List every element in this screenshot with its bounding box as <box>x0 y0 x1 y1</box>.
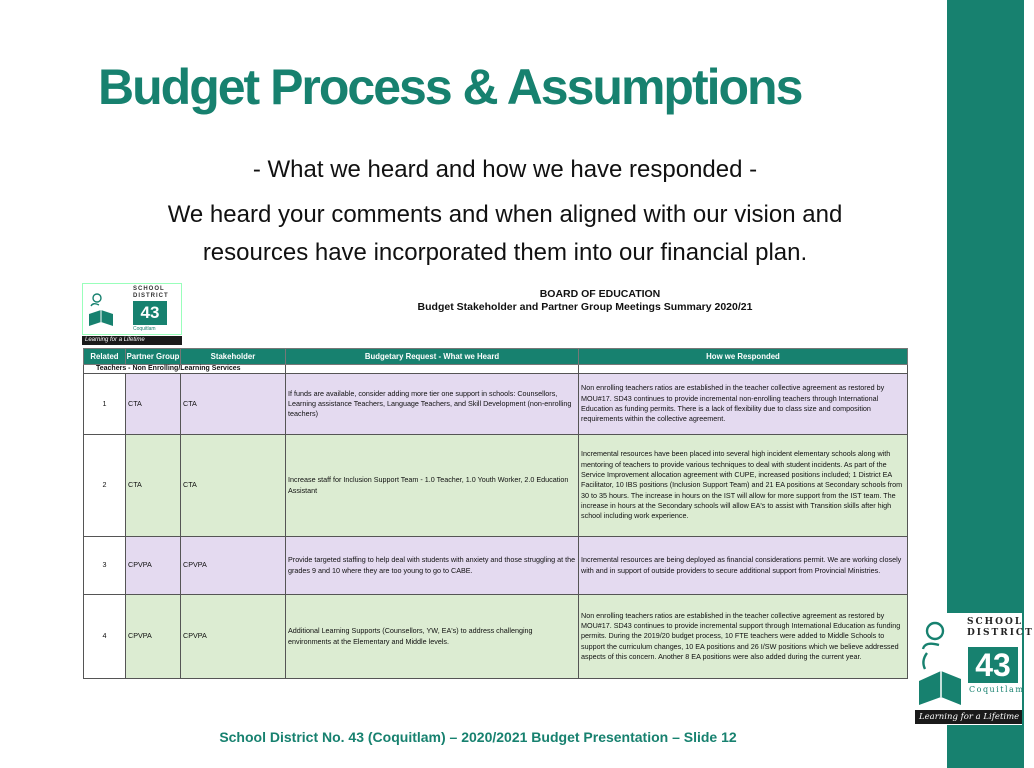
document-subheading: Budget Stakeholder and Partner Group Meetings Summary 2020/21 <box>417 301 753 313</box>
col-header-response: How we Responded <box>579 349 908 365</box>
logo-tagline: Learning for a Lifetime <box>82 336 182 345</box>
stakeholder-summary-table <box>83 348 908 679</box>
row-number: 2 <box>84 435 126 537</box>
row-request: Additional Learning Supports (Counsellors, YW, EA's) to address challenging environments at the Elementary and Middle levels. <box>286 595 579 679</box>
slide-title: Budget Process & Assumptions <box>98 59 802 115</box>
row-stakeholder: CTA <box>181 435 286 537</box>
row-number: 4 <box>84 595 126 679</box>
col-header-request: Budgetary Request - What we Heard <box>286 349 579 365</box>
district-logo <box>913 613 1034 725</box>
section-label: Teachers - Non Enrolling/Learning Services <box>84 365 286 374</box>
open-book-person-icon <box>917 619 963 707</box>
row-partner: CTA <box>126 435 181 537</box>
row-response: Non enrolling teachers ratios are established in the teacher collective agreement as restored by MOU#17. SD43 continues to provide incremental non-enrolling teachers through International Education as funding permits. There is a lack of flexibility due to class size and composition requirements within the collective agreement. <box>579 374 908 435</box>
table-row <box>84 537 908 595</box>
logo-words: SCHOOL DISTRICT <box>967 617 1034 638</box>
row-number: 1 <box>84 374 126 435</box>
row-partner: CTA <box>126 374 181 435</box>
row-request: Increase staff for Inclusion Support Team - 1.0 Teacher, 1.0 Youth Worker, 2.0 Education Assistant <box>286 435 579 537</box>
slide-body-line-1: We heard your comments and when aligned with our vision and <box>167 201 843 228</box>
document-heading: BOARD OF EDUCATION <box>539 288 661 300</box>
table-row <box>84 374 908 435</box>
document-district-logo <box>82 283 182 345</box>
col-header-stakeholder: Stakeholder <box>181 349 286 365</box>
slide-footer: School District No. 43 (Coquitlam) – 2020/2021 Budget Presentation – Slide 12 <box>219 729 737 745</box>
logo-tagline: Learning for a Lifetime <box>915 710 1022 724</box>
row-partner: CPVPA <box>126 537 181 595</box>
slide-subtitle: - What we heard and how we have responded - <box>252 156 758 183</box>
logo-number: 43 <box>968 647 1018 683</box>
row-request: If funds are available, consider adding more tier one support in schools: Counsellors, Learning assistance Teachers, Language Teachers, and Skill Development (non-enrolling teachers) <box>286 374 579 435</box>
logo-number: 43 <box>133 301 167 325</box>
table-header-row <box>84 349 908 365</box>
open-book-person-icon <box>87 292 115 330</box>
row-number: 3 <box>84 537 126 595</box>
col-header-partner-group: Partner Group <box>126 349 181 365</box>
col-header-related: Related <box>84 349 126 365</box>
table-row <box>84 435 908 537</box>
table-row <box>84 595 908 679</box>
row-response: Non enrolling teachers ratios are established in the teacher collective agreement as restored by MOU#17. SD43 continues to provide incremental support through International Education as funding permits. During the 2019/20 budget process, 10 FTE teachers were added to Middle Schools to support the curriculum changes, 10 EA positions and 26 I/SW positions which we believe addressed aspects of this concern. Another 8 EA positions were also added during the current year. <box>579 595 908 679</box>
row-stakeholder: CTA <box>181 374 286 435</box>
logo-words: SCHOOL DISTRICT <box>133 286 169 299</box>
section-row <box>84 365 908 374</box>
logo-place: Coquitlam <box>969 685 1025 694</box>
row-partner: CPVPA <box>126 595 181 679</box>
slide-body-line-2: resources have incorporated them into our financial plan. <box>202 239 808 266</box>
row-response: Incremental resources are being deployed as financial considerations permit. We are working closely with and in support of outside providers to secure additional support from Provincial Ministries. <box>579 537 908 595</box>
row-stakeholder: CPVPA <box>181 537 286 595</box>
row-request: Provide targeted staffing to help deal with students with anxiety and those struggling at the grades 9 and 10 where they are too young to go to CABE. <box>286 537 579 595</box>
logo-place: Coquitlam <box>133 326 156 332</box>
row-stakeholder: CPVPA <box>181 595 286 679</box>
row-response: Incremental resources have been placed into several high incident elementary schools along with mentoring of teachers to provide various techniques to deal with student incidents. As part of the Service Improvement allocation agreement with CUPE, increased positions included; 1 District EA Facilitator, 10 IBS positions (Inclusion Support Team) and 21 EA positions at Secondary schools from 30 to 35 hours. The increase in hours on the IST will allow for more support from the IST team. The increase in hours at the Secondary schools will allow EA's to assist with Transition skills after high school including work experience. <box>579 435 908 537</box>
